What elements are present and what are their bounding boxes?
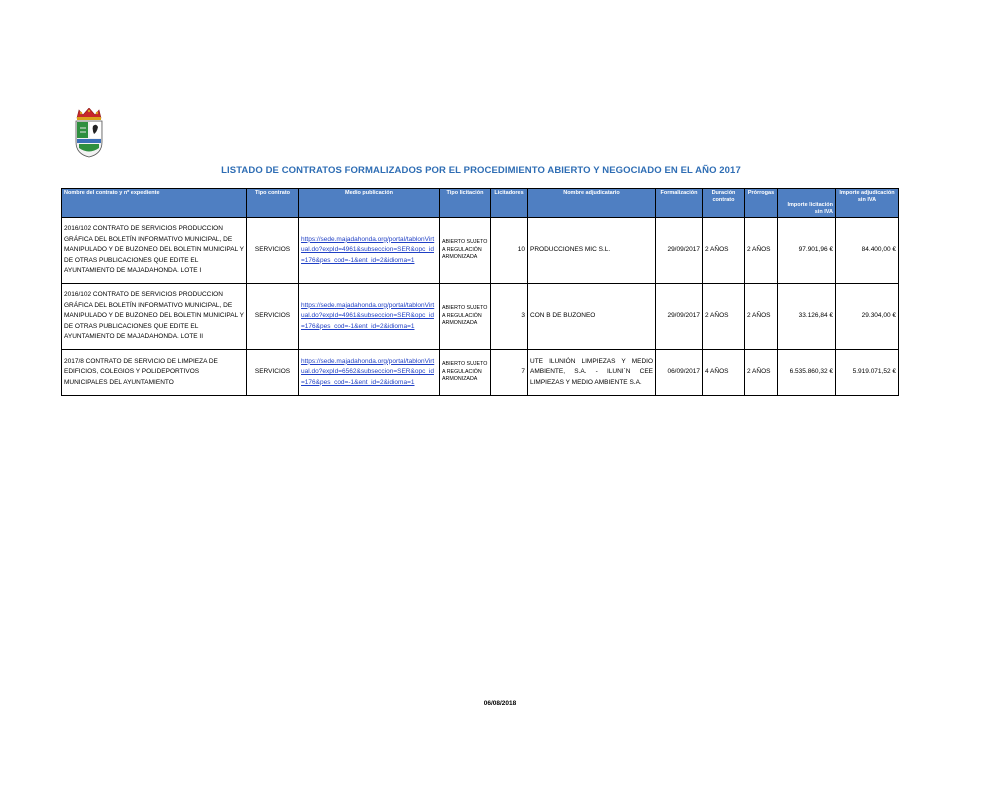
column-header-nombre: Nombre del contrato y nº expediente <box>62 189 247 218</box>
page-title: LISTADO DE CONTRATOS FORMALIZADOS POR EL PROCEDIMIENTO ABIERTO Y NEGOCIADO EN EL AÑO 2017 <box>221 165 741 176</box>
cell-nombre: 2016/102 CONTRATO DE SERVICIOS PRODUCCION GRÁFICA DEL BOLETÍN INFORMATIVO MUNICIPAL, DE MANIPULADO Y DE BUZONEO DEL BOLETIN MUNICIPAL Y DE OTRAS PUBLICACIONES QUE EDITE EL AYUNTAMIENTO DE MAJADAHONDA. LOTE II <box>62 284 247 350</box>
cell-adjudicatario: UTE ILUNIÓN LIMPIEZAS Y MEDIO AMBIENTE, S.A. - ILUNI´N CEE LIMPIEZAS Y MEDIO AMBIENTE S.A. <box>528 350 656 396</box>
cell-licitacion: ABIERTO SUJETO A REGULACIÓN ARMONIZADA <box>440 284 491 350</box>
table-row <box>62 350 899 396</box>
cell-formalizacion: 06/09/2017 <box>656 350 703 396</box>
table-row <box>62 218 899 284</box>
column-header-medio: Medio publicación <box>299 189 440 218</box>
cell-adjudicatario: CON B DE BUZONEO <box>528 284 656 350</box>
cell-licitadores: 3 <box>491 284 528 350</box>
municipal-coat-of-arms-logo <box>73 108 105 158</box>
cell-importe-adjudicacion: 5.919.071,52 € <box>836 350 899 396</box>
cell-medio <box>299 350 440 396</box>
cell-importe-licitacion: 33.126,84 € <box>778 284 836 350</box>
column-header-formalizacion: Formalización <box>656 189 703 218</box>
cell-duracion: 4 AÑOS <box>703 350 745 396</box>
publication-link[interactable]: https://sede.majadahonda.org/portal/tablonVirtual.do?expId=4961&subseccion=SER&opc_id=176&pes_cod=-1&ent_id=2&idioma=1 <box>301 235 435 264</box>
cell-tipo: SERVICIOS <box>247 350 299 396</box>
column-header-tipo: Tipo contrato <box>247 189 299 218</box>
cell-tipo: SERVICIOS <box>247 218 299 284</box>
table-row <box>62 284 899 350</box>
column-header-importe-adjudicacion: Importe adjudicación sin IVA <box>836 189 899 218</box>
cell-nombre: 2017/8 CONTRATO DE SERVICIO DE LIMPIEZA DE EDIFICIOS, COLEGIOS Y POLIDEPORTIVOS MUNICIPALES DEL AYUNTAMIENTO <box>62 350 247 396</box>
cell-duracion: 2 AÑOS <box>703 284 745 350</box>
column-header-duracion: Duración contrato <box>703 189 745 218</box>
cell-licitacion: ABIERTO SUJETO A REGULACIÓN ARMONIZADA <box>440 350 491 396</box>
cell-prorrogas: 2 AÑOS <box>745 218 778 284</box>
cell-formalizacion: 29/09/2017 <box>656 284 703 350</box>
column-header-adjudicatario: Nombre adjudicatario <box>528 189 656 218</box>
cell-licitacion: ABIERTO SUJETO A REGULACIÓN ARMONIZADA <box>440 218 491 284</box>
cell-importe-adjudicacion: 29.304,00 € <box>836 284 899 350</box>
publication-link[interactable]: https://sede.majadahonda.org/portal/tablonVirtual.do?expId=4961&subseccion=SER&opc_id=176&pes_cod=-1&ent_id=2&idioma=1 <box>301 301 435 330</box>
table-header-row <box>62 189 899 218</box>
footer-date: 06/08/2018 <box>483 700 517 707</box>
cell-duracion: 2 AÑOS <box>703 218 745 284</box>
cell-prorrogas: 2 AÑOS <box>745 284 778 350</box>
cell-adjudicatario: PRODUCCIONES MIC S.L. <box>528 218 656 284</box>
cell-importe-licitacion: 6.535.860,32 € <box>778 350 836 396</box>
contracts-table <box>61 188 899 396</box>
cell-tipo: SERVICIOS <box>247 284 299 350</box>
cell-formalizacion: 29/09/2017 <box>656 218 703 284</box>
column-header-licitadores: Licitadores <box>491 189 528 218</box>
column-header-importe-licitacion: Importe licitación sin IVA <box>778 189 836 218</box>
cell-prorrogas: 2 AÑOS <box>745 350 778 396</box>
column-header-licitacion: Tipo licitación <box>440 189 491 218</box>
cell-licitadores: 10 <box>491 218 528 284</box>
column-header-prorrogas: Prórrogas <box>745 189 778 218</box>
publication-link[interactable]: https://sede.majadahonda.org/portal/tablonVirtual.do?expId=6562&subseccion=SER&opc_id=176&pes_cod=-1&ent_id=2&idioma=1 <box>301 357 435 386</box>
cell-medio <box>299 284 440 350</box>
cell-importe-licitacion: 97.901,96 € <box>778 218 836 284</box>
cell-licitadores: 7 <box>491 350 528 396</box>
cell-nombre: 2016/102 CONTRATO DE SERVICIOS PRODUCCION GRÁFICA DEL BOLETÍN INFORMATIVO MUNICIPAL, DE MANIPULADO Y DE BUZONEO DEL BOLETIN MUNICIPAL Y DE OTRAS PUBLICACIONES QUE EDITE EL AYUNTAMIENTO DE MAJADAHONDA. LOTE I <box>62 218 247 284</box>
cell-importe-adjudicacion: 84.400,00 € <box>836 218 899 284</box>
cell-medio <box>299 218 440 284</box>
